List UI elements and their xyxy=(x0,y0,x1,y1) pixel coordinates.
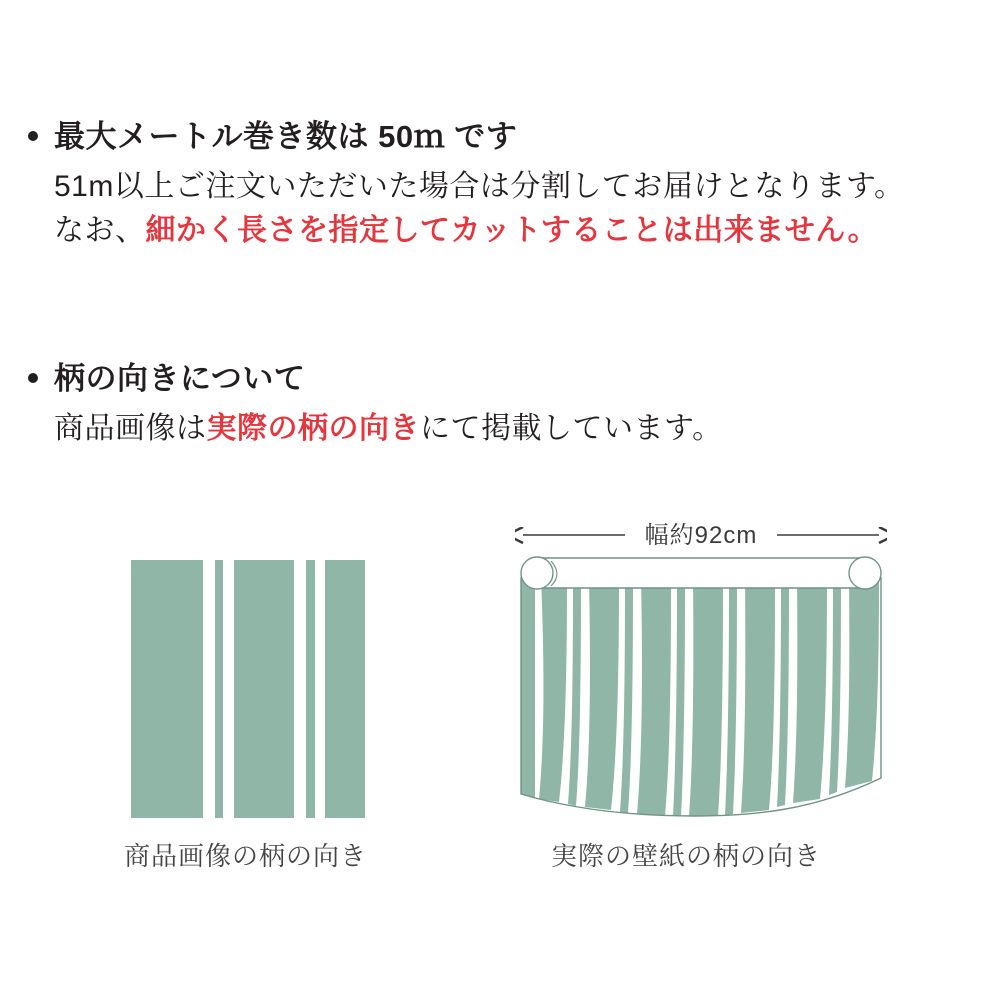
roll-tube xyxy=(521,557,881,589)
notice-body-line xyxy=(54,407,723,451)
bullet-dot-icon xyxy=(28,131,38,141)
width-dimension-label: 幅約92cm xyxy=(635,515,768,550)
notice-body xyxy=(54,407,723,451)
notice-headline-row xyxy=(28,360,723,397)
notice-body-line xyxy=(54,209,904,253)
notice-body-segment: 商品画像は xyxy=(54,412,207,446)
figure-actual-roll xyxy=(515,548,887,828)
figure-product-image-swatch xyxy=(131,560,365,818)
notice-body-line xyxy=(54,165,904,209)
notice-body-segment-highlight: 細かく長さを指定してカットすることは出来ません。 xyxy=(145,213,879,247)
notice-body-segment-highlight: 実際の柄の向き xyxy=(206,412,420,446)
notice-body xyxy=(54,165,904,252)
swatch-stripes-graphic xyxy=(131,560,365,818)
notice-body-segment: 51m以上ご注文いただいた場合は分割してお届けとなります。 xyxy=(54,170,905,204)
bullet-dot-icon xyxy=(28,373,38,383)
notice-body-segment: にて掲載しています。 xyxy=(420,412,723,446)
figure-caption-left: 商品画像の柄の向き xyxy=(124,841,368,871)
notice-headline: 柄の向きについて xyxy=(54,361,306,396)
figure-caption-right: 実際の壁紙の柄の向き xyxy=(551,841,822,871)
notice-headline: 最大メートル巻き数は 50ｍ です xyxy=(54,119,518,154)
notice-body-segment: なお、 xyxy=(54,213,146,247)
wallpaper-roll-graphic xyxy=(515,548,887,828)
notice-max-roll-length xyxy=(28,118,904,252)
notice-headline-row xyxy=(28,118,904,155)
notice-pattern-direction xyxy=(28,360,723,451)
